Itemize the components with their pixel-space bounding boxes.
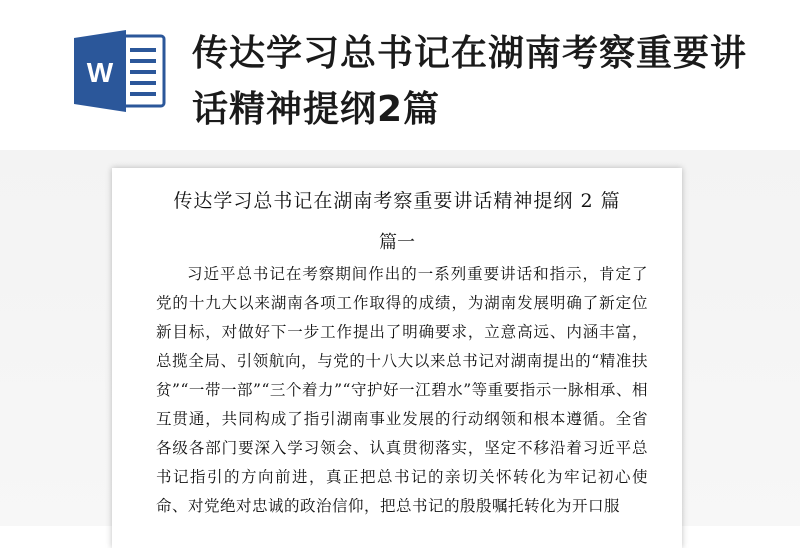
document-section-heading: 篇一 <box>379 232 415 253</box>
document-body-paragraph: 习近平总书记在考察期间作出的一系列重要讲话和指示，肯定了党的十九大以来湖南各项工作取得的成绩，为湖南发展明确了新定位新目标，对做好下一步工作提出了明确要求，立意高远、内涵丰富，总揽全局、引领航向，与党的十八大以来总书记对湖南提出的“精准扶贫”“一带一部”“三个着力”“守护好一江碧水”等重要指示一脉相承、相互贯通，共同构成了指引湖南事业发展的行动纲领和根本遵循。全省各级各部门要深入学习领会、认真贯彻落实，坚定不移沿着习近平总书记指引的方向前进，真正把总书记的亲切关怀转化为牢记初心使命、对党绝对忠诚的政治信仰，把总书记的殷殷嘱托转化为开口服 <box>156 265 648 515</box>
header <box>0 0 800 160</box>
word-icon-letter: W <box>86 57 114 88</box>
page-title: 传达学习总书记在湖南考察重要讲话精神提纲2篇 <box>192 33 748 130</box>
word-icon <box>74 30 166 112</box>
document-title: 传达学习总书记在湖南考察重要讲话精神提纲 2 篇 <box>173 190 621 212</box>
document-preview[interactable] <box>112 168 682 548</box>
